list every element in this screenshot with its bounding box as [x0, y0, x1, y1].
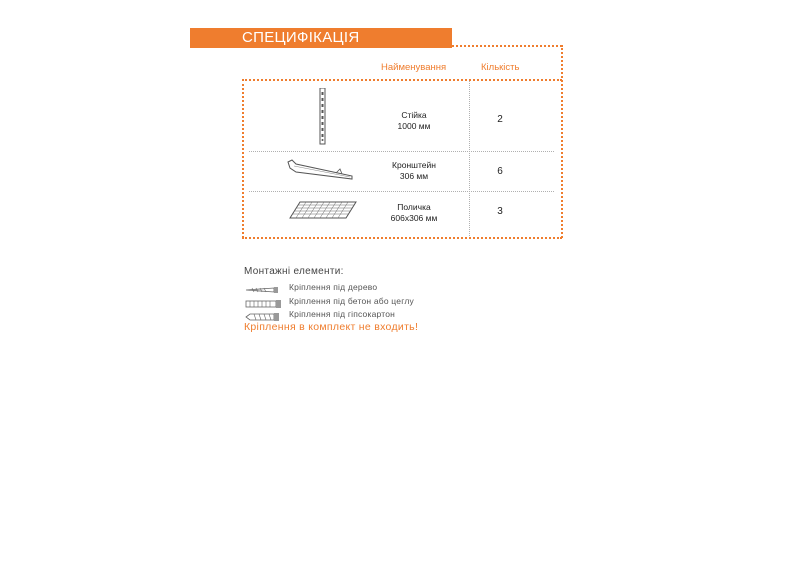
column-header-name: Найменування — [381, 62, 447, 73]
wire-shelf-icon — [288, 200, 358, 225]
rail-icon — [318, 88, 328, 151]
item-size: 1000 мм — [397, 121, 431, 131]
table-row — [359, 110, 469, 132]
item-size: 306 мм — [399, 171, 429, 181]
item-name: Кронштейн — [392, 160, 436, 170]
item-name: Поличка — [397, 202, 431, 212]
mounting-label: Кріплення під гіпсокартон — [289, 309, 396, 319]
frame-right-line — [561, 45, 563, 238]
item-qty: 2 — [497, 114, 503, 125]
item-qty: 6 — [497, 166, 503, 177]
table-bottom-line — [242, 237, 562, 239]
column-divider — [469, 81, 470, 236]
table-row — [359, 160, 469, 182]
row-divider-1 — [249, 151, 554, 152]
item-size: 606х306 мм — [390, 213, 438, 223]
mounting-title: Монтажні елементи: — [244, 266, 344, 277]
item-qty: 3 — [497, 206, 503, 217]
item-name: Стійка — [401, 110, 427, 120]
column-header-qty: Кількість — [481, 62, 520, 73]
table-left-line — [242, 79, 244, 238]
page-title: СПЕЦИФІКАЦІЯ — [190, 28, 452, 48]
row-divider-2 — [249, 191, 554, 192]
bracket-icon — [286, 158, 356, 187]
table-row — [359, 202, 469, 224]
frame-top-right-line — [452, 45, 562, 47]
mounting-label: Кріплення під бетон або цеглу — [289, 296, 414, 306]
mounting-label: Кріплення під дерево — [289, 282, 378, 292]
mounting-warning: Кріплення в комплект не входить! — [244, 321, 419, 333]
table-top-line — [242, 79, 562, 81]
